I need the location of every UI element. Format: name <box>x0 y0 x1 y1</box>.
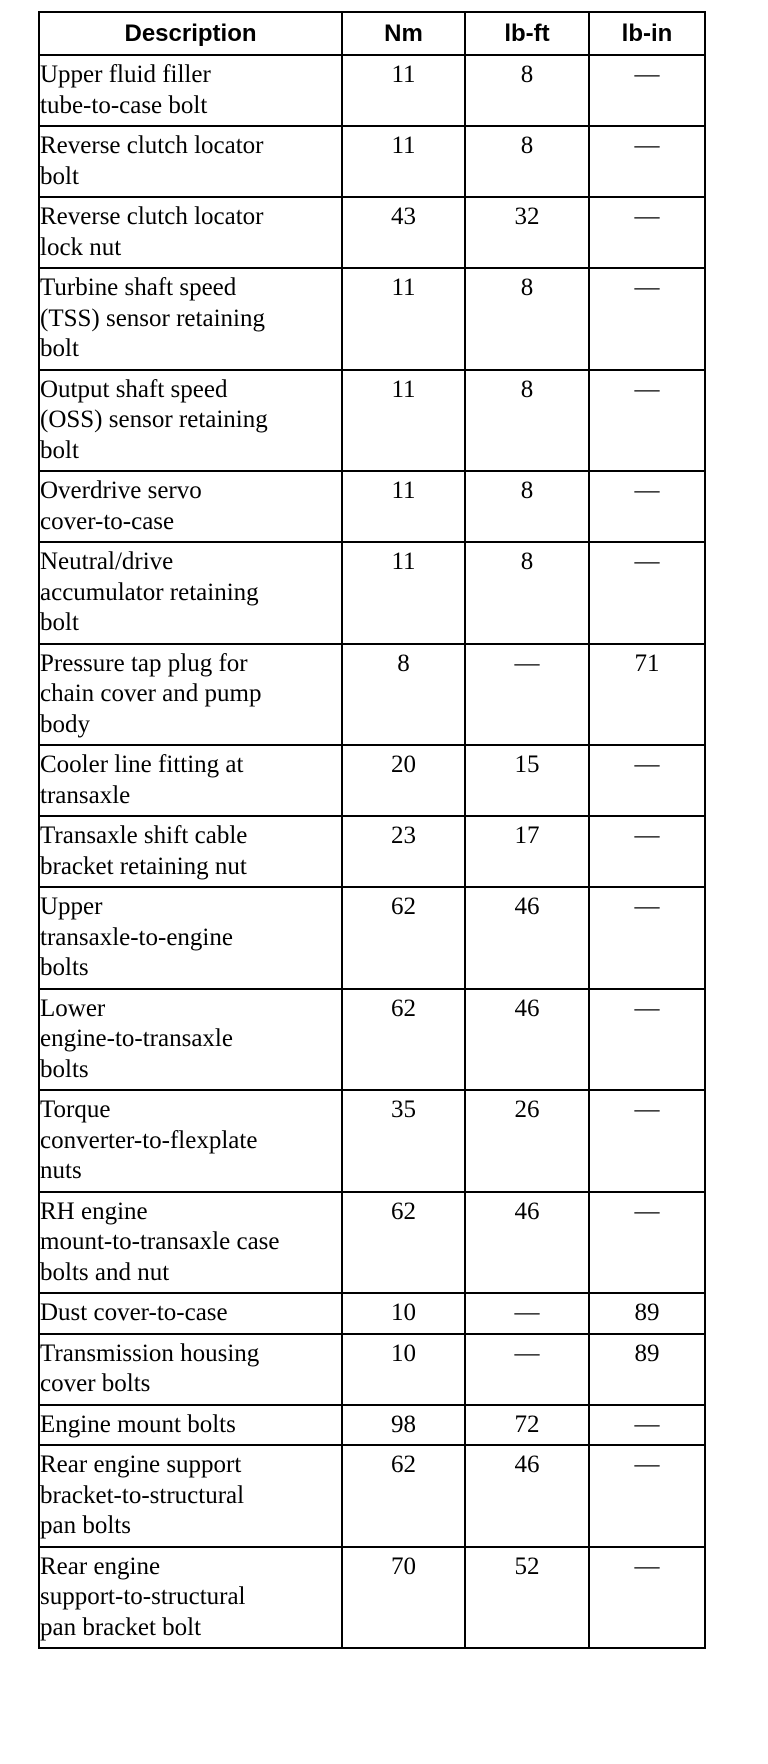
description-cell <box>39 471 342 542</box>
nm-cell: 62 <box>342 1192 465 1294</box>
description-line: support-to-structural <box>40 1583 246 1610</box>
description-line: Dust cover-to-case <box>40 1299 228 1326</box>
lb-ft-cell: 26 <box>465 1090 589 1192</box>
description-line: body <box>40 710 90 738</box>
description-line: bolt <box>40 335 79 362</box>
description-line: Rear engine <box>40 1552 161 1580</box>
description-line: pan bolts <box>40 1512 131 1539</box>
description-cell <box>39 1405 342 1446</box>
nm-cell: 70 <box>342 1547 465 1649</box>
nm-cell: 11 <box>342 542 465 644</box>
lb-in-cell: — <box>589 816 705 887</box>
nm-cell: 11 <box>342 126 465 197</box>
lb-in-cell: 89 <box>589 1334 705 1405</box>
description-line: bracket retaining nut <box>40 852 247 880</box>
description-line: Cooler line fitting at <box>40 751 244 778</box>
lb-ft-cell: 8 <box>465 268 589 370</box>
table-body <box>39 55 705 1648</box>
description-line: tube-to-case bolt <box>40 91 208 119</box>
lb-in-cell: — <box>589 55 705 126</box>
table-row <box>39 197 705 268</box>
table-row <box>39 816 705 887</box>
lb-in-cell: — <box>589 197 705 268</box>
nm-cell: 11 <box>342 370 465 472</box>
description-line: Overdrive servo <box>40 477 202 504</box>
table-row <box>39 1405 705 1446</box>
lb-ft-cell: 17 <box>465 816 589 887</box>
nm-cell: 11 <box>342 471 465 542</box>
description-cell <box>39 1090 342 1192</box>
description-line: Output shaft speed <box>40 375 228 403</box>
lb-in-cell: — <box>589 1445 705 1547</box>
description-line: transaxle <box>40 781 131 809</box>
description-line: RH engine <box>40 1197 148 1225</box>
description-cell <box>39 1334 342 1405</box>
lb-ft-cell: 32 <box>465 197 589 268</box>
lb-ft-cell: — <box>465 644 589 746</box>
nm-cell: 11 <box>342 268 465 370</box>
description-cell <box>39 197 342 268</box>
table-row <box>39 887 705 989</box>
nm-cell: 10 <box>342 1334 465 1405</box>
table-row <box>39 55 705 126</box>
lb-in-cell: — <box>589 1192 705 1294</box>
lb-ft-cell: 72 <box>465 1405 589 1446</box>
description-line: bolt <box>40 436 79 464</box>
table-row <box>39 1334 705 1405</box>
description-line: Neutral/drive <box>40 548 174 575</box>
description-cell <box>39 1547 342 1649</box>
lb-ft-cell: 8 <box>465 55 589 126</box>
table-row <box>39 1090 705 1192</box>
table-row <box>39 542 705 644</box>
description-cell <box>39 816 342 887</box>
nm-cell: 8 <box>342 644 465 746</box>
description-line: nuts <box>40 1157 82 1184</box>
description-cell <box>39 268 342 370</box>
description-cell <box>39 55 342 126</box>
description-line: Pressure tap plug for <box>40 649 248 677</box>
lb-ft-cell: 46 <box>465 1445 589 1547</box>
description-cell <box>39 745 342 816</box>
description-cell <box>39 542 342 644</box>
description-line: bolts <box>40 1055 89 1083</box>
lb-ft-cell: 15 <box>465 745 589 816</box>
description-cell <box>39 887 342 989</box>
nm-cell: 62 <box>342 989 465 1091</box>
description-line: chain cover and pump <box>40 680 262 707</box>
table-row <box>39 1293 705 1334</box>
lb-ft-cell: 8 <box>465 542 589 644</box>
lb-in-cell: — <box>589 745 705 816</box>
table-row <box>39 471 705 542</box>
description-line: Rear engine support <box>40 1451 242 1478</box>
description-line: Reverse clutch locator <box>40 203 264 230</box>
description-line: Engine mount bolts <box>40 1410 236 1438</box>
description-line: Upper <box>40 893 103 920</box>
description-line: bracket-to-structural <box>40 1481 245 1509</box>
lb-ft-cell: 8 <box>465 471 589 542</box>
description-line: bolt <box>40 162 79 190</box>
nm-cell: 98 <box>342 1405 465 1446</box>
description-line: (TSS) sensor retaining <box>40 304 265 332</box>
description-line: (OSS) sensor retaining <box>40 406 268 433</box>
description-cell <box>39 989 342 1091</box>
table-row <box>39 126 705 197</box>
header-nm: Nm <box>342 12 465 55</box>
description-line: Reverse clutch locator <box>40 132 264 159</box>
description-line: lock nut <box>40 233 122 261</box>
lb-ft-cell: 8 <box>465 126 589 197</box>
description-line: Torque <box>40 1096 111 1123</box>
description-line: engine-to-transaxle <box>40 1025 233 1052</box>
nm-cell: 20 <box>342 745 465 816</box>
description-cell <box>39 1293 342 1334</box>
description-cell <box>39 126 342 197</box>
lb-in-cell: — <box>589 1405 705 1446</box>
description-line: cover-to-case <box>40 507 175 535</box>
table-row <box>39 989 705 1091</box>
description-line: Transmission housing <box>40 1339 260 1367</box>
table-row <box>39 370 705 472</box>
description-line: bolts <box>40 954 89 981</box>
description-cell <box>39 1192 342 1294</box>
table-row <box>39 268 705 370</box>
nm-cell: 43 <box>342 197 465 268</box>
torque-spec-table <box>38 11 706 1649</box>
lb-in-cell: — <box>589 471 705 542</box>
lb-ft-cell: — <box>465 1293 589 1334</box>
nm-cell: 62 <box>342 1445 465 1547</box>
lb-ft-cell: 46 <box>465 1192 589 1294</box>
lb-in-cell: 71 <box>589 644 705 746</box>
header-lb-ft: lb-ft <box>465 12 589 55</box>
lb-ft-cell: 46 <box>465 887 589 989</box>
header-row <box>39 12 705 55</box>
lb-in-cell: — <box>589 126 705 197</box>
nm-cell: 62 <box>342 887 465 989</box>
lb-in-cell: — <box>589 887 705 989</box>
description-line: bolts and nut <box>40 1258 170 1286</box>
description-cell <box>39 1445 342 1547</box>
description-line: Turbine shaft speed <box>40 274 237 301</box>
nm-cell: 10 <box>342 1293 465 1334</box>
nm-cell: 35 <box>342 1090 465 1192</box>
description-line: cover bolts <box>40 1370 151 1397</box>
table-row <box>39 1445 705 1547</box>
table-row <box>39 644 705 746</box>
lb-in-cell: — <box>589 542 705 644</box>
lb-in-cell: — <box>589 1090 705 1192</box>
lb-ft-cell: 46 <box>465 989 589 1091</box>
description-line: Transaxle shift cable <box>40 822 248 849</box>
lb-in-cell: — <box>589 370 705 472</box>
description-line: bolt <box>40 609 79 636</box>
lb-ft-cell: 8 <box>465 370 589 472</box>
lb-in-cell: 89 <box>589 1293 705 1334</box>
description-line: accumulator retaining <box>40 578 259 606</box>
description-line: Lower <box>40 994 106 1022</box>
description-line: transaxle-to-engine <box>40 923 233 951</box>
table-row <box>39 1547 705 1649</box>
description-line: mount-to-transaxle case <box>40 1228 280 1255</box>
lb-ft-cell: 52 <box>465 1547 589 1649</box>
description-cell <box>39 370 342 472</box>
description-line: Upper fluid filler <box>40 61 211 88</box>
header-lb-in: lb-in <box>589 12 705 55</box>
lb-in-cell: — <box>589 1547 705 1649</box>
table-row <box>39 1192 705 1294</box>
lb-in-cell: — <box>589 989 705 1091</box>
table-row <box>39 745 705 816</box>
nm-cell: 23 <box>342 816 465 887</box>
description-line: converter-to-flexplate <box>40 1126 258 1154</box>
header-description: Description <box>39 12 342 55</box>
description-line: pan bracket bolt <box>40 1613 202 1641</box>
lb-in-cell: — <box>589 268 705 370</box>
description-cell <box>39 644 342 746</box>
nm-cell: 11 <box>342 55 465 126</box>
lb-ft-cell: — <box>465 1334 589 1405</box>
